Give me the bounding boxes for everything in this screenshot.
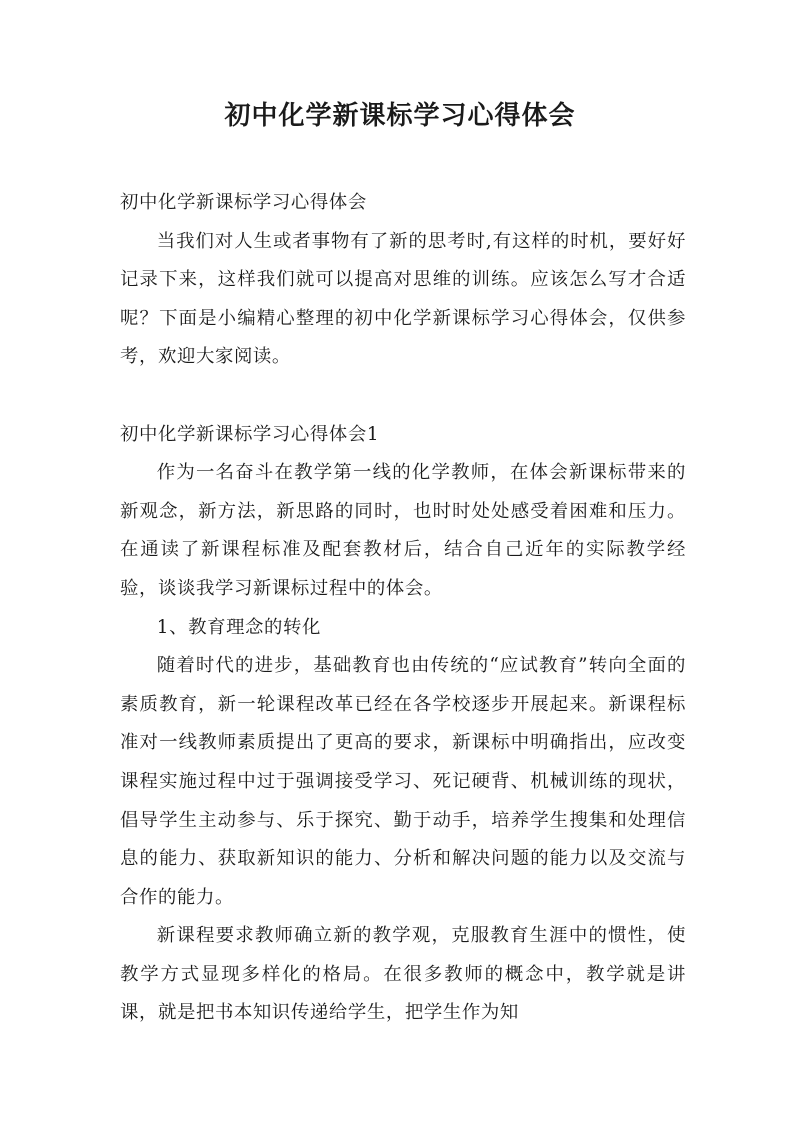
document-title: 初中化学新课标学习心得体会 bbox=[224, 101, 576, 131]
intro-heading: 初中化学新课标学习心得体会 bbox=[120, 192, 367, 213]
subheading-education-concept: 1、教育理念的转化 bbox=[156, 616, 322, 638]
document-body bbox=[120, 184, 686, 1033]
section1-paragraph-1: 作为一名奋斗在教学第一线的化学教师，在体会新课标带来的新观念，新方法，新思路的同时，也时时处处感受着困难和压力。在通读了新课程标准及配套教材后，结合自己近年的实际教学经验，谈谈我学习新课标过程中的体会。 bbox=[120, 462, 686, 599]
section1-paragraph-3: 新课程要求教师确立新的教学观，克服教育生涯中的惯性，使教学方式显现多样化的格局。在很多教师的概念中，教学就是讲课，就是把书本知识传递给学生，把学生作为知 bbox=[120, 925, 686, 1024]
section1-heading: 初中化学新课标学习心得体会1 bbox=[120, 423, 380, 445]
section1-paragraph-2: 随着时代的进步，基础教育也由传统的“应试教育”转向全面的素质教育，新一轮课程改革已经在各学校逐步开展起来。新课程标准对一线教师素质提出了更高的要求，新课标中明确指出，应改变课程实施过程中过于强调接受学习、死记硬背、机械训练的现状，倡导学生主动参与、乐于探究、勤于动手，培养学生搜集和处理信息的能力、获取新知识的能力、分析和解决问题的能力以及交流与合作的能力。 bbox=[120, 655, 686, 908]
paragraph-gap bbox=[120, 377, 686, 416]
intro-paragraph: 当我们对人生或者事物有了新的思考时,有这样的时机，要好好记录下来，这样我们就可以提高对思维的训练。应该怎么写才合适呢？下面是小编精心整理的初中化学新课标学习心得体会，仅供参考，欢迎大家阅读。 bbox=[120, 230, 686, 368]
